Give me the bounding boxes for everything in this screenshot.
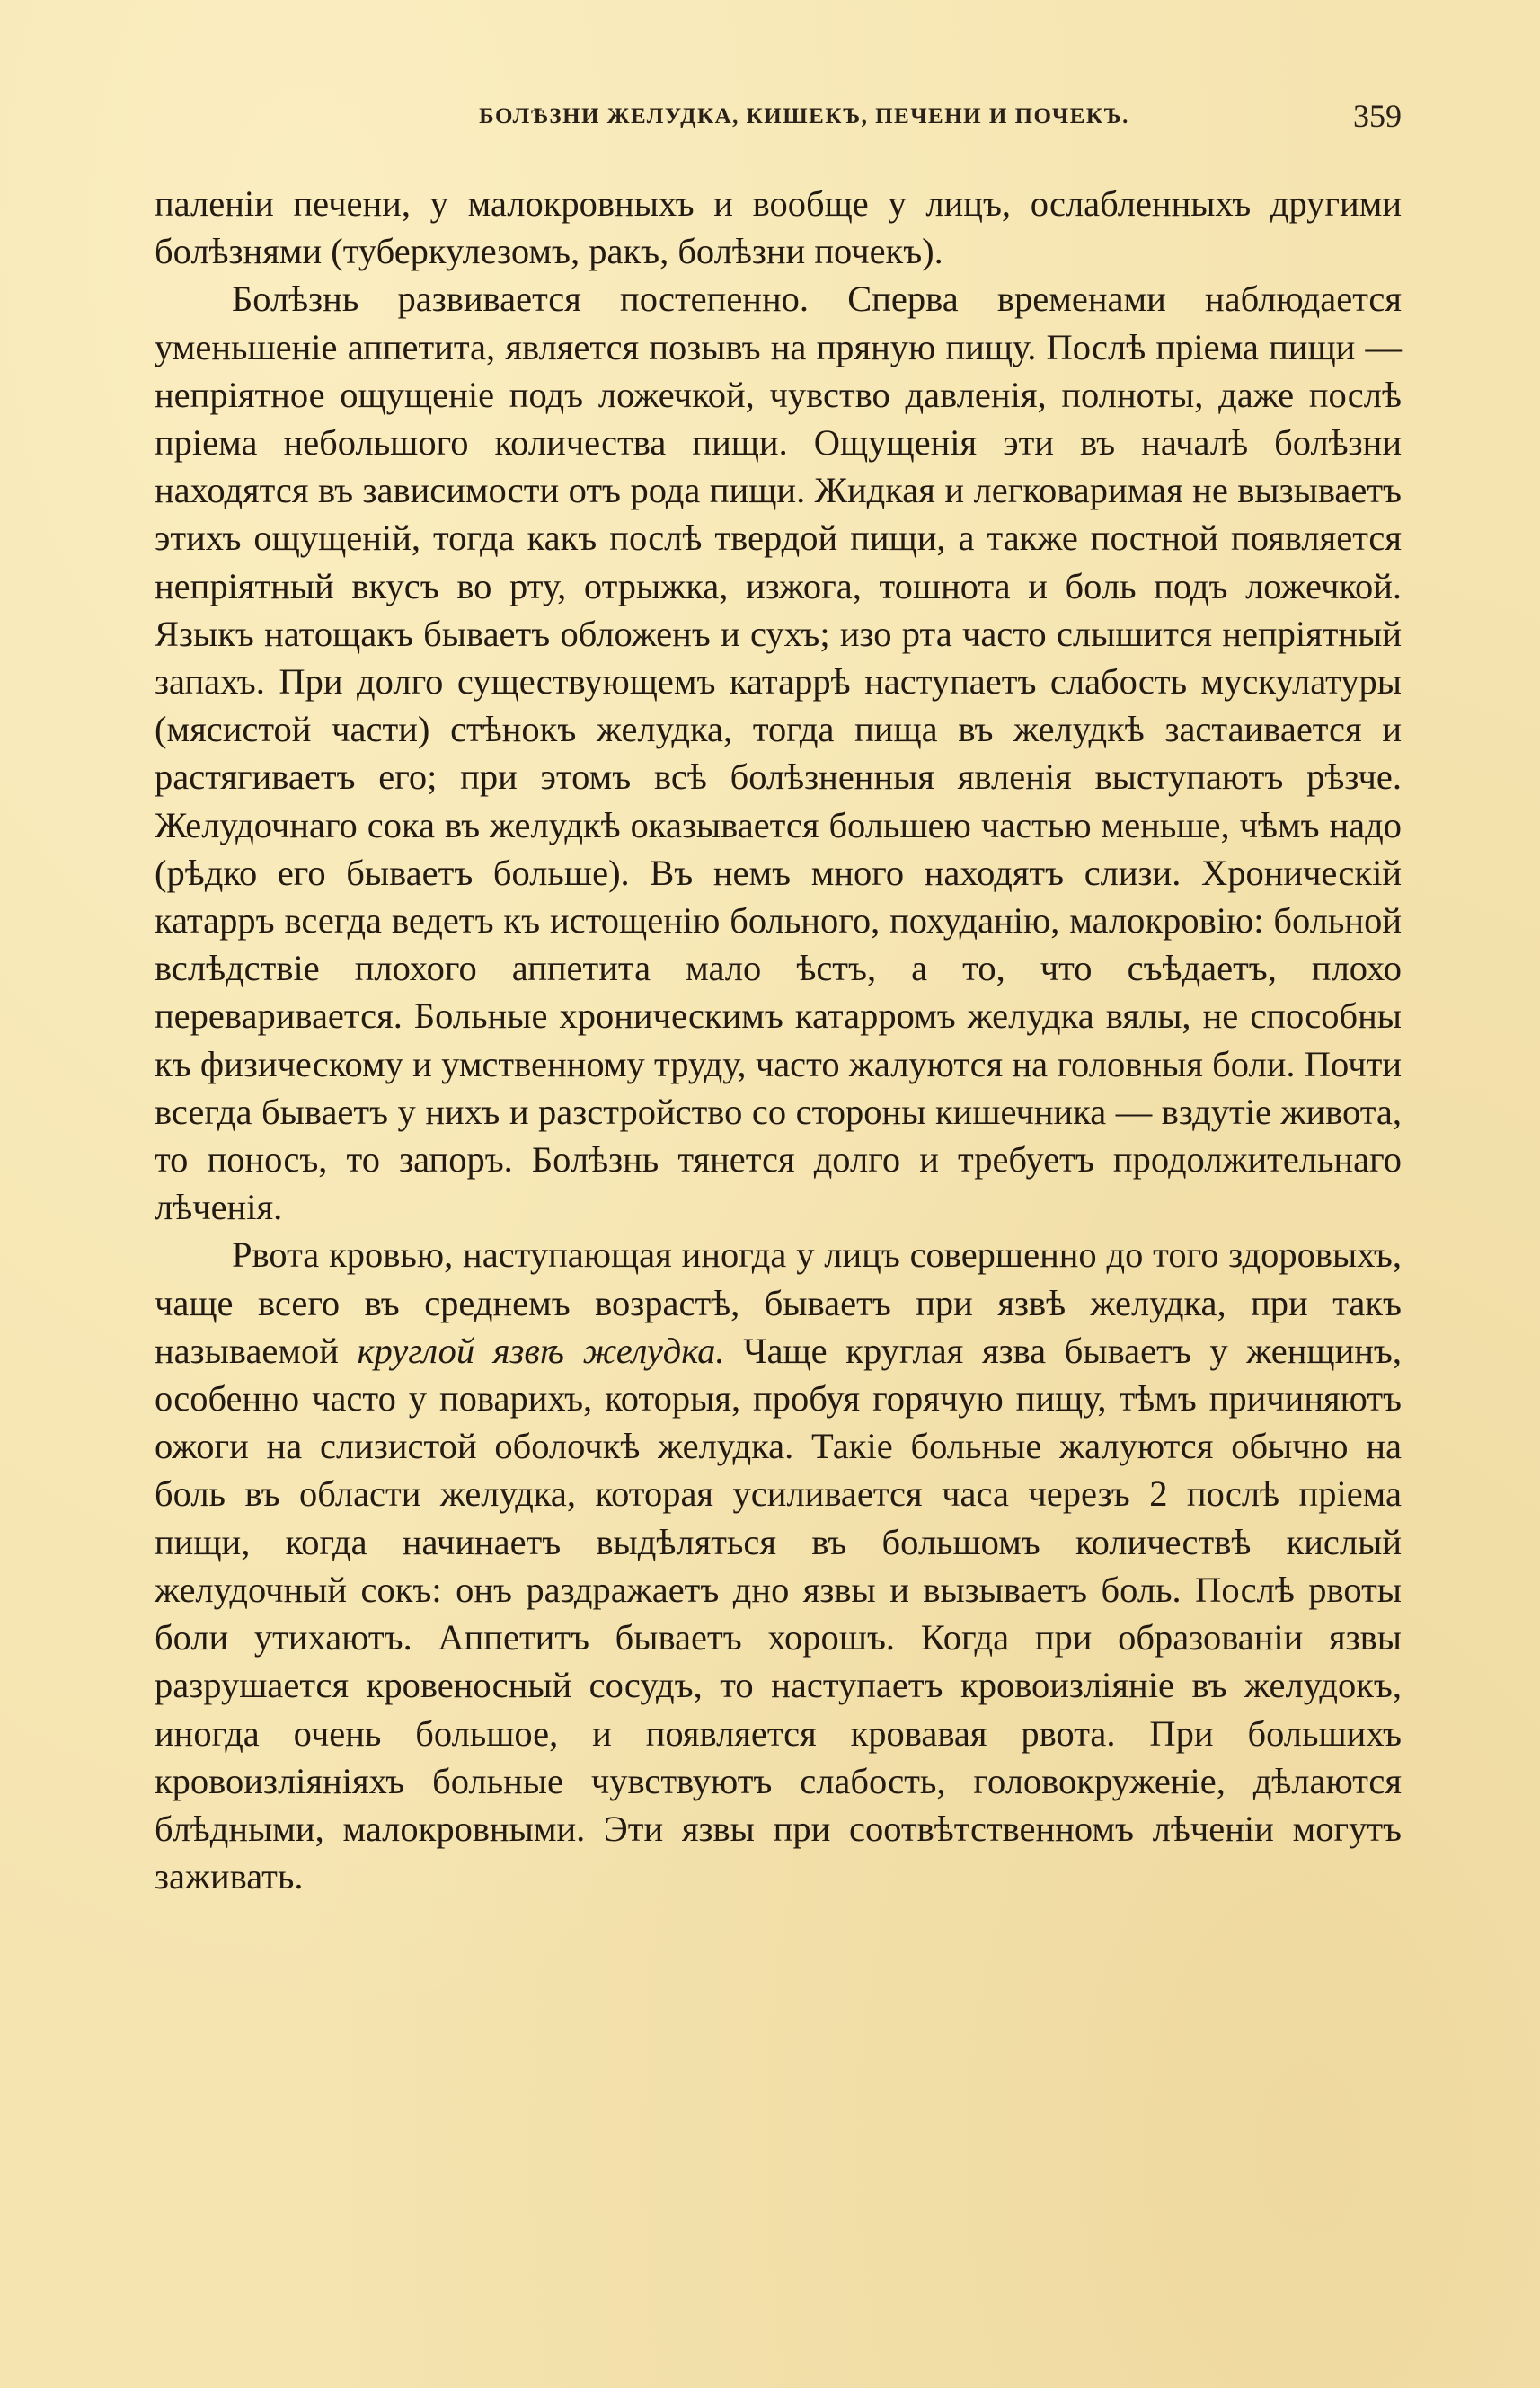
body-text [155, 180, 1402, 1900]
paragraph-gastric-ulcer [155, 1231, 1402, 1900]
running-head [153, 97, 1402, 142]
paragraph-disease-progress: Болѣзнь развивается постепенно. Сперва временами наблюдается уменьшеніе аппетита, является позывъ на пряную пищу. Послѣ пріема пищи — непріятное ощущеніе подъ ложечкой, чувство давленія, полноты, даже послѣ пріема небольшого количества пищи. Ощущенія эти въ началѣ болѣзни находятся въ зависимости отъ рода пищи. Жидкая и легковаримая не вызываетъ этихъ ощущеній, тогда какъ послѣ твердой пищи, а также постной появляется непріятный вкусъ во рту, отрыжка, изжога, тошнота и боль подъ ложечкой. Языкъ натощакъ бываетъ обложенъ и сухъ; изо рта часто слышится непріятный запахъ. При долго существующемъ катаррѣ наступаетъ слабость мускулатуры (мясистой части) стѣнокъ желудка, тогда пища въ желудкѣ застаивается и растягиваетъ его; при этомъ всѣ болѣзненныя явленія выступаютъ рѣзче. Желудочнаго сока въ желудкѣ оказывается большею частью меньше, чѣмъ надо (рѣдко его бываетъ больше). Въ немъ много находятъ слизи. Хроническій катарръ всегда ведетъ къ истощенію больного, похуданію, малокровію: больной вслѣдствіе плохого аппетита мало ѣстъ, а то, что съѣдаетъ, плохо переваривается. Больные хроническимъ катарромъ желудка вялы, не способны къ физическому и умственному труду, часто жалуются на головныя боли. Почти всегда бываетъ у нихъ и разстройство со стороны кишечника — вздутіе живота, то поносъ, то запоръ. Болѣзнь тянется долго и требуетъ продолжительнаго лѣченія. [155, 279, 1402, 1228]
page-number: 359 [1353, 98, 1402, 134]
running-title: БОЛѢЗНИ ЖЕЛУДКА, КИШЕКЪ, ПЕЧЕНИ И ПОЧЕКЪ. [479, 104, 1129, 128]
paragraph-continuation: паленіи печени, у малокровныхъ и вообще у лицъ, ослабленныхъ другими болѣзнями (туберкулезомъ, ракъ, болѣзни почекъ). [155, 183, 1402, 272]
paragraph-text-start: Рвота кровью, наступающая иногда у лицъ совершенно до того здоровыхъ, чаще всего въ среднемъ возрастѣ, бываетъ при язвѣ желудка, при такъ называемой [155, 1234, 1402, 1371]
paragraph-text-end: Чаще круглая язва бываетъ у женщинъ, особенно часто у поварихъ, которыя, пробуя горячую пищу, тѣмъ причиняютъ ожоги на слизистой оболочкѣ желудка. Такіе больные жалуются обычно на боль въ области желудка, которая усиливается часа черезъ 2 послѣ пріема пищи, когда начинаетъ выдѣляться въ большомъ количествѣ кислый желудочный сокъ: онъ раздражаетъ дно язвы и вызываетъ боль. Послѣ рвоты боли утихаютъ. Аппетитъ бываетъ хорошъ. Когда при образованіи язвы разрушается кровеносный сосудъ, то наступаетъ кровоизліяніе въ желудокъ, иногда очень большое, и появляется кровавая рвота. При большихъ кровоизліяніяхъ больные чувствуютъ слабость, головокруженіе, дѣлаются блѣдными, малокровными. Эти язвы при соотвѣтственномъ лѣченіи могутъ заживать. [155, 1330, 1402, 1897]
italic-term: круглой язвѣ желудка. [357, 1330, 725, 1371]
